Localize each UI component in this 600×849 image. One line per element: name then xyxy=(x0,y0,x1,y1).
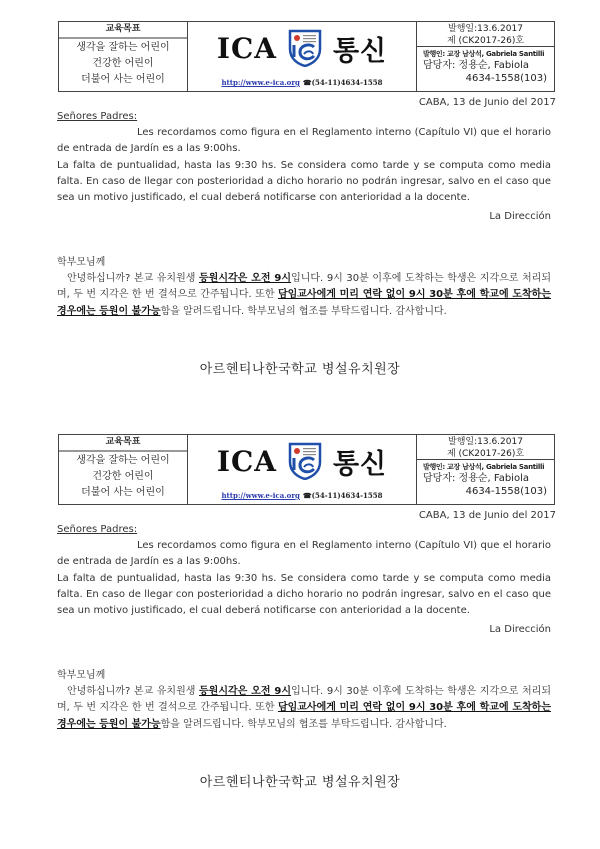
spanish-paragraph-1: Les recordamos como figura en el Reglamento interno (Capítulo VI) que el horario de entrada de Jardín es a las 9:00hs. xyxy=(57,127,551,155)
goal-item: 생각을 잘하는 어린이 xyxy=(76,42,170,53)
spanish-paragraph-2: La falta de puntualidad, hasta las 9:30 hs. Se considera como tarde y se computa como media falta. En caso de llegar con posterioridad a dicho horario no podrán ingresar, salvo en el caso que sea un motivo justificado, el cual deberá notificarse con anterioridad a la docente. xyxy=(57,159,551,204)
publisher: 발행인: 교장 남상석, Gabriela Santilli xyxy=(423,463,545,471)
newsletter-copy-2 xyxy=(0,413,600,826)
newsletter-header xyxy=(58,434,555,505)
education-goals xyxy=(59,22,188,91)
website-link[interactable]: http://www.e-ica.org xyxy=(221,491,300,500)
korean-emphasis: 담임교사에게 미리 연락 없이 9시 30분 후에 학교에 도착하는 경우에는 등원이 불가능 xyxy=(57,289,551,317)
manager-phone: 4634-1558(103) xyxy=(465,486,547,497)
korean-salutation: 학부모님께 xyxy=(57,257,106,268)
goal-item: 더불어 사는 어린이 xyxy=(81,74,165,85)
spanish-paragraph-2: La falta de puntualidad, hasta las 9:30 hs. Se considera como tarde y se computa como media falta. En caso de llegar con posterioridad a dicho horario no podrán ingresar, salvo en el caso que sea un motivo justificado, el cual deberá notificarse con anterioridad a la docente. xyxy=(57,572,551,617)
goals-title: 교육목표 xyxy=(59,435,187,452)
closing-signature: 아르헨티나한국학교 병설유치원장 xyxy=(199,775,401,790)
goal-item: 더불어 사는 어린이 xyxy=(81,487,165,498)
closing-signature: 아르헨티나한국학교 병설유치원장 xyxy=(199,362,401,377)
korean-letter xyxy=(57,668,551,733)
spanish-signature: La Dirección xyxy=(489,624,551,636)
spanish-signature: La Dirección xyxy=(489,211,551,223)
issue-info xyxy=(417,22,554,91)
korean-text: 함을 알려드립니다. 학부모님의 협조를 부탁드립니다. 감사합니다. xyxy=(160,305,447,317)
goals-title: 교육목표 xyxy=(59,22,187,39)
newsletter-header xyxy=(58,21,555,92)
brand-korean: 통신 xyxy=(332,448,388,480)
issue-date: 발행일:13.6.2017 xyxy=(448,24,523,34)
korean-letter xyxy=(57,255,551,320)
issue-info xyxy=(417,435,554,504)
goal-item: 생각을 잘하는 어린이 xyxy=(76,455,170,466)
manager: 담당자: 정용순, Fabiola xyxy=(423,60,529,71)
school-crest-icon xyxy=(287,442,323,480)
spanish-salutation: Señores Padres: xyxy=(57,111,138,122)
education-goals xyxy=(59,435,188,504)
letter-date: CABA, 13 de Junio del 2017 xyxy=(418,97,556,108)
manager-phone: 4634-1558(103) xyxy=(465,73,547,84)
letter-date: CABA, 13 de Junio del 2017 xyxy=(418,510,556,521)
website-link[interactable]: http://www.e-ica.org xyxy=(221,78,300,87)
issue-number: 제 (CK2017-26)호 xyxy=(446,36,525,46)
goal-item: 건강한 어린이 xyxy=(92,58,154,69)
korean-body xyxy=(57,684,551,733)
issue-number: 제 (CK2017-26)호 xyxy=(446,449,525,459)
phone-number: ☎(54-11)4634-1558 xyxy=(302,78,383,87)
korean-text: 안녕하십니까? 본교 유치원생 xyxy=(67,273,200,285)
korean-salutation: 학부모님께 xyxy=(57,670,106,681)
brand-korean: 통신 xyxy=(332,35,388,67)
newsletter-copy-1 xyxy=(0,0,600,413)
goal-item: 건강한 어린이 xyxy=(92,471,154,482)
publisher: 발행인: 교장 남상석, Gabriela Santilli xyxy=(423,50,545,58)
spanish-letter xyxy=(57,522,551,638)
school-crest-icon xyxy=(287,29,323,67)
korean-body xyxy=(57,271,551,320)
korean-text: 입니다. 9시 30분 이후에 도착하는 학생은 지각으로 처리되며, 두 번 지각은 한 번 결석으로 간주됩니다. 또한 xyxy=(57,273,552,301)
spanish-salutation: Señores Padres: xyxy=(57,524,138,535)
spanish-paragraph-1: Les recordamos como figura en el Reglamento interno (Capítulo VI) que el horario de entrada de Jardín es a las 9:00hs. xyxy=(57,540,551,568)
korean-text: 입니다. 9시 30분 이후에 도착하는 학생은 지각으로 처리되며, 두 번 지각은 한 번 결석으로 간주됩니다. 또한 xyxy=(57,686,552,714)
spanish-letter xyxy=(57,109,551,225)
korean-emphasis: 담임교사에게 미리 연락 없이 9시 30분 후에 학교에 도착하는 경우에는 등원이 불가능 xyxy=(57,702,551,730)
korean-emphasis: 등원시각은 오전 9시 xyxy=(199,273,292,285)
korean-text: 안녕하십니까? 본교 유치원생 xyxy=(67,686,200,698)
brand-block xyxy=(188,435,417,504)
brand-block xyxy=(188,22,417,91)
brand-latin: ICA xyxy=(216,31,277,65)
brand-latin: ICA xyxy=(216,444,277,478)
korean-text: 함을 알려드립니다. 학부모님의 협조를 부탁드립니다. 감사합니다. xyxy=(160,718,447,730)
issue-date: 발행일:13.6.2017 xyxy=(448,437,523,447)
korean-emphasis: 등원시각은 오전 9시 xyxy=(199,686,292,698)
manager: 담당자: 정용순, Fabiola xyxy=(423,473,529,484)
phone-number: ☎(54-11)4634-1558 xyxy=(302,491,383,500)
